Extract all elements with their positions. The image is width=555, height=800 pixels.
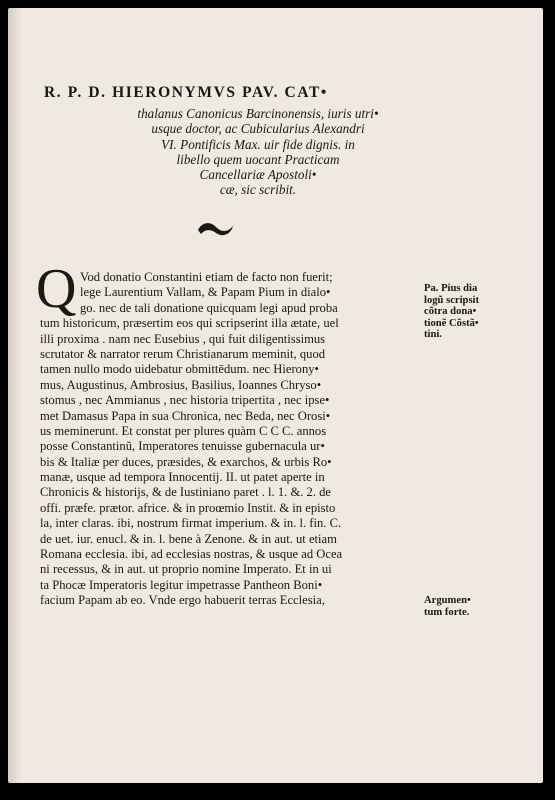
text-line: bis & Italiæ per duces, præsides, & exarchos, & urbis Ro• <box>40 454 332 469</box>
text-line: ni recessus, & in aut. ut proprio nomine Imperato. Et in ui <box>40 562 332 577</box>
text-line: scrutator & narrator rerum Christianarum meminit, quod <box>40 346 326 361</box>
intro-line: Cancellariæ Apostoli• <box>199 167 317 183</box>
text-line: go. nec de tali donatione quicquam legi apud proba <box>80 300 338 315</box>
marginal-note-line: Argumen• <box>424 595 471 606</box>
text-line: Romana ecclesia. ibi, ad ecclesias nostras, & usque ad Ocea <box>40 547 343 562</box>
drop-capital: Q <box>36 258 77 320</box>
body-text <box>40 270 420 609</box>
text-line: Vod donatio Constantini etiam de facto non fuerit; <box>80 270 333 284</box>
marginal-note <box>424 595 516 618</box>
text-line: la, inter claras. ibi, nostrum firmat imperium. & in. l. fin. C. <box>40 516 342 531</box>
marginal-note-line: cõtra dona• <box>424 306 477 317</box>
text-line: ta Phocæ Imperatoris legitur impetrasse Pantheon Boni• <box>40 577 323 592</box>
page-heading: R. P. D. HIERONYMVS PAV. CAT• <box>44 84 328 101</box>
text-line: stomus , nec Ammianus , nec historia tripertita , nec ipse• <box>40 393 330 408</box>
intro-line: thalanus Canonicus Barcinonensis, iuris utri• <box>137 106 379 121</box>
intro-line: cæ, sic scribit. <box>219 182 297 198</box>
text-line: manæ, usque ad tempora Innocentij. II. ut patet aperte in <box>40 470 325 485</box>
intro-paragraph <box>48 106 468 198</box>
marginal-note-line: tini. <box>424 329 442 340</box>
page-gutter-shadow <box>8 8 22 783</box>
text-line: offi. præfe. prætor. africe. & in proœmio Instit. & in episto <box>40 500 336 515</box>
intro-line: libello quem uocant Practicam <box>176 151 340 167</box>
text-line: us meminerunt. Et constat per plures quàm C C C. annos <box>40 423 327 438</box>
printer-ornament-icon <box>196 218 236 240</box>
text-line: posse Constantinũ, Imperatores tenuisse gubernacula ur• <box>40 439 325 454</box>
marginal-note-line: logũ scripsit <box>424 294 480 306</box>
text-line: lege Laurentium Vallam, & Papam Pium in dialo• <box>80 285 331 300</box>
text-line: met Damasus Papa in sua Chronica, nec Beda, nec Orosi• <box>40 408 331 423</box>
marginal-note-line: tum forte. <box>424 606 470 618</box>
intro-line: VI. Pontificis Max. uir fide dignis. in <box>161 136 355 152</box>
marginal-note-line: tionẽ Cõstã• <box>424 317 479 329</box>
marginal-note <box>424 283 516 341</box>
intro-line: usque doctor, ac Cubicularius Alexandri <box>151 121 365 137</box>
text-line: Chronicis & historijs, & de Iustiniano paret . l. 1. &. 2. de <box>40 485 332 500</box>
text-line: mus, Augustinus, Ambrosius, Basilius, Ioannes Chryso• <box>40 377 322 392</box>
text-line: facium Papam ab eo. Vnde ergo habuerit terras Ecclesia, <box>40 593 325 608</box>
marginal-note-line: Pa. Pius dia <box>424 283 478 294</box>
book-page <box>8 8 543 783</box>
text-line: illi proxima . nam nec Eusebius , qui fuit diligentissimus <box>40 331 326 346</box>
text-line: tamen nullo modo uidebatur obmittēdum. nec Hierony• <box>40 362 319 377</box>
text-line: tum historicum, præsertim eos qui scripserint illa ætate, uel <box>40 316 339 331</box>
text-line: de uet. iur. enucl. & in. l. bene à Zenone. & in aut. ut etiam <box>40 531 337 546</box>
